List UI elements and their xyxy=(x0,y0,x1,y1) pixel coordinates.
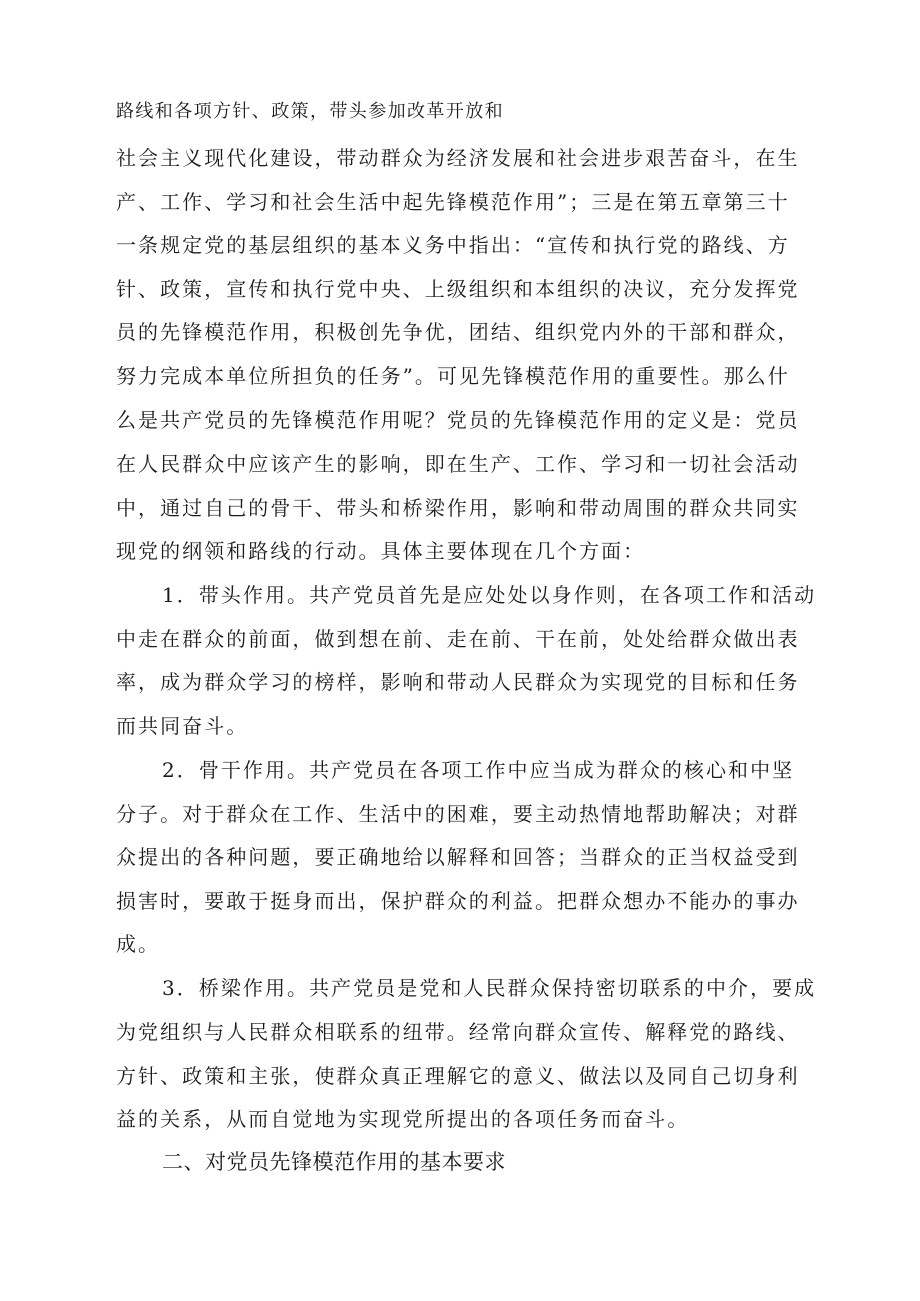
list-item-bridge: 3．桥梁作用。共产党员是党和人民群众保持密切联系的中介，要成 xyxy=(162,976,817,1000)
list-item-leading: 1．带头作用。共产党员首先是应处处以身作则，在各项工作和活动 xyxy=(162,583,817,607)
text-line: 努力完成本单位所担负的任务”。可见先锋模范作用的重要性。那么什 xyxy=(116,364,790,388)
text-line: 众提出的各种问题，要正确地给以解释和回答；当群众的正当权益受到 xyxy=(116,845,800,869)
text-line: 成。 xyxy=(116,932,161,956)
text-line: 而共同奋斗。 xyxy=(116,714,249,738)
section-heading: 二、对党员先锋模范作用的基本要求 xyxy=(162,1150,506,1174)
text-line: 路线和各项方针、政策，带头参加改革开放和 xyxy=(116,101,504,122)
list-item-backbone: 2．骨干作用。共产党员在各项工作中应当成为群众的核心和中坚 xyxy=(162,758,795,782)
text-line: 么是共产党员的先锋模范作用呢？党员的先锋模范作用的定义是：党员 xyxy=(116,408,800,432)
text-line: 率，成为群众学习的榜样，影响和带动人民群众为实现党的目标和任务 xyxy=(116,670,800,694)
text-line: 产、工作、学习和社会生活中起先锋模范作用”；三是在第五章第三十 xyxy=(116,190,790,214)
text-line: 社会主义现代化建设，带动群众为经济发展和社会进步艰苦奋斗，在生 xyxy=(116,146,800,170)
text-line: 损害时，要敢于挺身而出，保护群众的利益。把群众想办不能办的事办 xyxy=(116,889,800,913)
text-line: 方针、政策和主张，使群众真正理解它的意义、做法以及同自己切身利 xyxy=(116,1064,800,1088)
text-line: 员的先锋模范作用，积极创先争优，团结、组织党内外的干部和群众， xyxy=(116,320,800,344)
text-line: 中，通过自己的骨干、带头和桥梁作用，影响和带动周围的群众共同实 xyxy=(116,496,800,520)
text-line: 中走在群众的前面，做到想在前、走在前、干在前，处处给群众做出表 xyxy=(116,627,800,651)
text-line: 在人民群众中应该产生的影响，即在生产、工作、学习和一切社会活动 xyxy=(116,452,800,476)
text-line: 分子。对于群众在工作、生活中的困难，要主动热情地帮助解决；对群 xyxy=(116,802,800,826)
text-line: 现党的纲领和路线的行动。具体主要体现在几个方面： xyxy=(116,539,646,563)
text-line: 为党组织与人民群众相联系的纽带。经常向群众宣传、解释党的路线、 xyxy=(116,1020,800,1044)
text-line: 一条规定党的基层组织的基本义务中指出：“宣传和执行党的路线、方 xyxy=(116,233,790,257)
text-line: 益的关系，从而自觉地为实现党所提出的各项任务而奋斗。 xyxy=(116,1107,690,1131)
text-line: 针、政策，宣传和执行党中央、上级组织和本组织的决议，充分发挥党 xyxy=(116,277,800,301)
